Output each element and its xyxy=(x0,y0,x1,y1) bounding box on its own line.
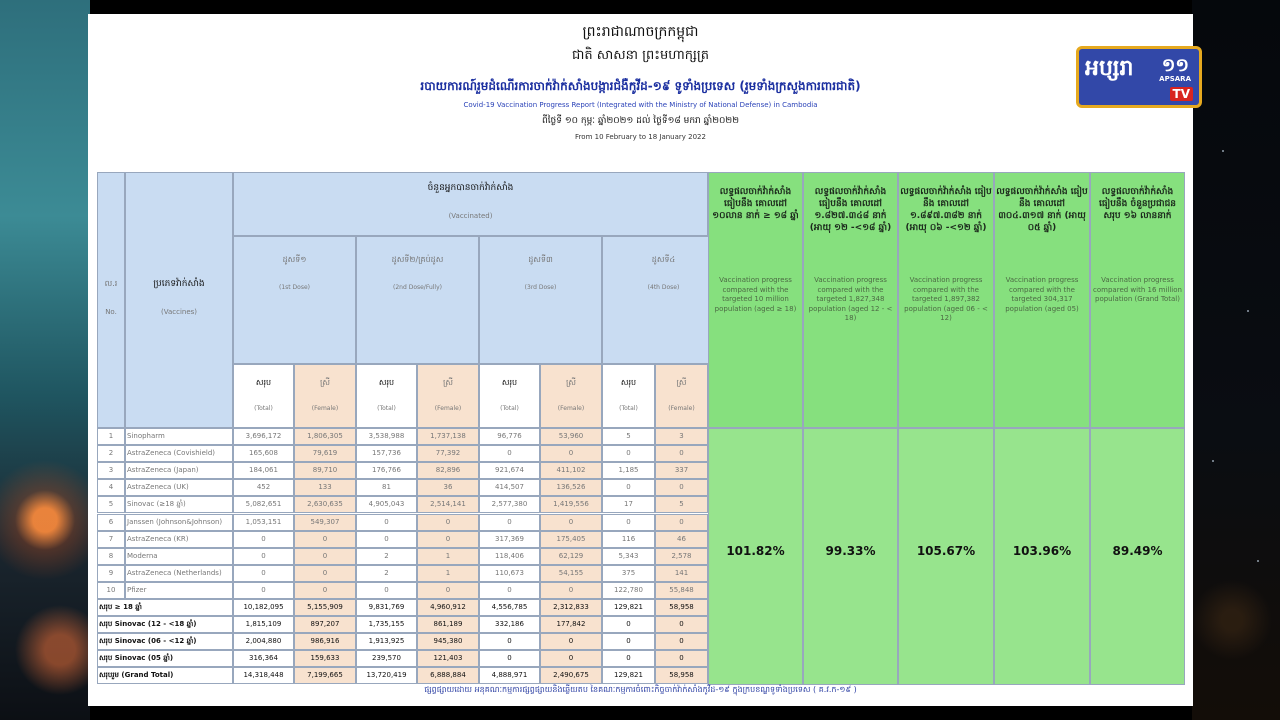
target-percent-4: 103.96% xyxy=(1012,544,1072,558)
row-value: 7,199,665 xyxy=(307,671,343,680)
row-value: 0 xyxy=(679,483,684,492)
row-value: 81 xyxy=(382,483,391,492)
row-vaccine-name: AstraZeneca (Netherlands) xyxy=(127,568,222,577)
dose-label-en-4: (4th Dose) xyxy=(647,284,680,291)
row-value: 0 xyxy=(679,449,684,458)
row-value: 62,129 xyxy=(558,551,584,560)
sub-kh-1: ស្រី xyxy=(320,378,330,387)
row-value: 1,419,556 xyxy=(553,500,589,509)
target-title-3: លទ្ធផលចាក់វ៉ាក់សាំង ធៀបនឹង គោលដៅ ១.៨៩៧.៣៨២ នាក់ (អាយុ ០៦ -<១២ ឆ្នាំ) xyxy=(900,187,992,233)
row-value: 4,960,912 xyxy=(430,603,466,611)
row-value: 82,896 xyxy=(435,466,461,475)
row-value: 4,888,971 xyxy=(491,671,528,680)
row-vaccine-name: សរុប Sinovac (12 - <18 ឆ្នាំ) xyxy=(99,620,197,629)
row-value: 54,155 xyxy=(558,568,584,577)
row-value: 2,577,380 xyxy=(491,500,528,509)
row-value: 0 xyxy=(679,654,684,663)
row-value: 337 xyxy=(674,466,689,475)
row-value: 2,578 xyxy=(671,551,692,560)
sub-en-3: (Female) xyxy=(434,405,462,412)
row-value: 0 xyxy=(384,534,389,543)
row-value: 0 xyxy=(507,585,512,594)
row-value: 0 xyxy=(507,449,512,458)
row-vaccine-name: Pfizer xyxy=(127,585,147,594)
kingdom-line: ព្រះរាជាណាចក្រកម្ពុជា xyxy=(582,24,699,40)
motto-line: ជាតិ សាសនា ព្រះមហាក្សត្រ xyxy=(572,48,709,63)
dose-label-en-2: (2nd Dose/Fully) xyxy=(393,284,442,291)
subheader-1 xyxy=(294,364,356,428)
row-value: 0 xyxy=(507,654,512,663)
footer-note: ផ្សព្វផ្សាយដោយ អនុគណៈកម្មការផ្សព្វផ្សាយនិងឆ្លើយតប នៃគណៈកម្មការចំពោះកិច្ចចាក់វ៉ាក់សាំងកូវីដ-១៩ ក្នុងក្របខណ្ឌទូទាំងប្រទេស ( គ.វ.ក-១៩ ) xyxy=(424,685,857,694)
row-value: 110,673 xyxy=(495,568,524,577)
row-value: 55,848 xyxy=(669,585,694,594)
row-value: 0 xyxy=(322,585,328,594)
row-number: 10 xyxy=(106,585,116,594)
row-value: 77,392 xyxy=(435,449,461,458)
row-value: 10,182,095 xyxy=(243,603,284,611)
row-value: 5,155,909 xyxy=(307,603,343,611)
target-desc-3: Vaccination progress compared with the targeted 1,897,382 population (aged 06 - < 12) xyxy=(904,276,988,322)
row-value: 5,343 xyxy=(618,551,639,560)
target-title-1: លទ្ធផលចាក់វ៉ាក់សាំង ធៀបនឹង គោលដៅ ១០លាន នាក់ ≥ ១៨ ឆ្នាំ xyxy=(712,187,799,221)
row-value: 0 xyxy=(384,517,389,526)
row-value: 0 xyxy=(626,449,631,458)
row-value: 175,405 xyxy=(556,534,586,543)
row-value: 0 xyxy=(445,517,451,526)
dose-label-kh-3: ដូសទី៣ xyxy=(528,255,553,264)
target-percent-3: 105.67% xyxy=(916,544,976,558)
left-background xyxy=(0,0,90,720)
row-value: 1,053,151 xyxy=(245,517,282,526)
subheader-2 xyxy=(356,364,417,428)
row-value: 0 xyxy=(261,585,266,594)
sub-kh-4: សរុប xyxy=(501,378,518,387)
row-value: 0 xyxy=(679,637,684,646)
row-value: 1,806,305 xyxy=(307,432,343,440)
row-value: 2 xyxy=(384,568,389,577)
row-value: 79,619 xyxy=(312,449,338,458)
vaccinated-label-kh: ចំនួនអ្នកបានចាក់វ៉ាក់សាំង xyxy=(427,183,514,193)
report-date-kh: ពីថ្ងៃទី ១០ កុម្ភៈ ឆ្នាំ២០២១ ដល់ ថ្ងៃទី១៨ មករា ឆ្នាំ២០២២ xyxy=(541,116,739,126)
row-number: 1 xyxy=(108,432,114,440)
row-value: 414,507 xyxy=(495,483,524,492)
vaccinated-label-en: (Vaccinated) xyxy=(448,212,493,220)
sub-kh-7: ស្រី xyxy=(676,378,687,387)
row-value: 0 xyxy=(445,585,451,594)
row-value: 0 xyxy=(626,620,631,629)
row-number: 3 xyxy=(108,466,114,475)
row-value: 2,312,833 xyxy=(553,603,589,611)
subheader-3 xyxy=(417,364,479,428)
row-value: 0 xyxy=(568,517,574,526)
dose-label-en-1: (1st Dose) xyxy=(279,284,310,291)
row-value: 861,189 xyxy=(433,620,463,629)
row-value: 0 xyxy=(445,534,451,543)
subheader-0 xyxy=(233,364,294,428)
row-value: 184,061 xyxy=(249,466,278,475)
row-value: 165,608 xyxy=(249,449,278,458)
row-value: 0 xyxy=(568,654,574,663)
row-vaccine-name: Sinovac (≥18 ឆ្នាំ) xyxy=(127,500,186,509)
sub-en-0: (Total) xyxy=(254,405,273,412)
row-value: 177,842 xyxy=(556,620,586,629)
subheader-5 xyxy=(540,364,602,428)
row-number: 8 xyxy=(108,551,114,560)
row-value: 14,318,448 xyxy=(243,671,284,680)
row-value: 0 xyxy=(626,483,631,492)
sub-en-6: (Total) xyxy=(619,405,638,412)
report-date-en: From 10 February to 18 January 2022 xyxy=(575,133,706,141)
target-desc-5: Vaccination progress compared with 16 million population (Grand Total) xyxy=(1093,276,1182,303)
row-value: 13,720,419 xyxy=(366,671,407,680)
row-value: 0 xyxy=(322,551,328,560)
row-value: 316,364 xyxy=(249,654,278,663)
row-number: 5 xyxy=(108,500,114,509)
row-value: 0 xyxy=(568,449,574,458)
row-value: 411,102 xyxy=(556,466,586,475)
row-value: 0 xyxy=(679,620,684,629)
subheader-6 xyxy=(602,364,655,428)
row-value: 5 xyxy=(626,432,631,440)
row-vaccine-name: Moderna xyxy=(127,551,158,560)
row-value: 5 xyxy=(679,500,684,509)
vaccine-header xyxy=(125,172,233,428)
report-title-en: Covid-19 Vaccination Progress Report (Integrated with the Ministry of National Defense) in Cambodia xyxy=(463,101,818,109)
sub-en-5: (Female) xyxy=(557,405,585,412)
row-number: 9 xyxy=(108,568,114,577)
subheader-4 xyxy=(479,364,540,428)
row-vaccine-name: សរុបរួម (Grand Total) xyxy=(99,671,174,680)
row-value: 1,815,109 xyxy=(245,620,282,629)
target-percent-5: 89.49% xyxy=(1112,544,1163,558)
row-value: 4,556,785 xyxy=(491,603,528,611)
sub-kh-2: សរុប xyxy=(378,378,395,387)
row-vaccine-name: សរុប ≥ 18 ឆ្នាំ xyxy=(99,603,142,611)
row-value: 0 xyxy=(626,517,631,526)
sub-kh-5: ស្រី xyxy=(566,378,576,387)
row-value: 1,735,155 xyxy=(368,620,405,629)
row-value: 452 xyxy=(256,483,271,492)
row-value: 0 xyxy=(261,568,266,577)
row-number: 2 xyxy=(108,449,114,458)
report-title-kh: របាយការណ៍រួមដំណើរការចាក់វ៉ាក់សាំងបង្ការជំងឺកូវីដ-១៩ ទូទាំងប្រទេស (រួមទាំងក្រសួងការពារជាតិ) xyxy=(420,79,861,93)
row-value: 5,082,651 xyxy=(245,500,282,509)
row-value: 0 xyxy=(568,637,574,646)
row-value: 129,821 xyxy=(614,603,643,611)
row-value: 945,380 xyxy=(433,637,463,646)
row-value: 58,958 xyxy=(669,671,694,680)
no-label-en: No. xyxy=(105,308,117,316)
row-vaccine-name: Janssen (Johnson&Johnson) xyxy=(127,517,223,526)
row-vaccine-name: AstraZeneca (KR) xyxy=(127,534,189,543)
row-vaccine-name: AstraZeneca (Covishield) xyxy=(127,449,215,458)
row-value: 239,570 xyxy=(372,654,401,663)
row-value: 0 xyxy=(679,517,684,526)
row-value: 96,776 xyxy=(497,432,522,440)
row-value: 986,916 xyxy=(310,637,340,646)
target-title-4: លទ្ធផលចាក់វ៉ាក់សាំង ធៀបនឹង គោលដៅ ៣០៤.៣១៧ នាក់ (អាយុ ០៥ ឆ្នាំ) xyxy=(996,187,1088,233)
report-sheet xyxy=(88,14,1193,706)
target-desc-1: Vaccination progress compared with the targeted 10 million population (aged ≥ 18) xyxy=(714,276,797,313)
row-value: 2,630,635 xyxy=(307,500,343,509)
row-value: 0 xyxy=(568,585,574,594)
logo-apsara: APSARA xyxy=(1159,75,1191,83)
row-value: 317,369 xyxy=(495,534,524,543)
row-vaccine-name: AstraZeneca (UK) xyxy=(127,483,189,492)
row-value: 116 xyxy=(621,534,636,543)
target-title-2: លទ្ធផលចាក់វ៉ាក់សាំង ធៀបនឹង គោលដៅ ១.៨២៧.៣៤៨ នាក់ (អាយុ ១២ -<១៨ ឆ្នាំ) xyxy=(809,187,892,233)
row-value: 122,780 xyxy=(614,585,643,594)
dose-label-kh-1: ដូសទី១ xyxy=(282,255,307,264)
row-value: 129,821 xyxy=(614,671,643,680)
row-value: 121,403 xyxy=(433,654,463,663)
row-value: 1,737,138 xyxy=(430,432,466,440)
row-value: 3,538,988 xyxy=(368,432,405,440)
row-value: 53,960 xyxy=(558,432,584,440)
target-title-5: លទ្ធផលចាក់វ៉ាក់សាំង ធៀបនឹង ចំនួនប្រជាជន សរុប ១៦ លាននាក់ xyxy=(1098,187,1177,221)
row-value: 157,736 xyxy=(372,449,401,458)
sub-kh-3: ស្រី xyxy=(443,378,453,387)
row-vaccine-name: AstraZeneca (Japan) xyxy=(127,466,199,475)
row-number: 4 xyxy=(108,483,114,492)
subheader-7 xyxy=(655,364,708,428)
row-value: 2,004,880 xyxy=(245,637,282,646)
apsara-tv-logo xyxy=(1076,46,1202,108)
row-value: 0 xyxy=(322,534,328,543)
row-value: 375 xyxy=(621,568,636,577)
dose-label-en-3: (3rd Dose) xyxy=(524,284,557,291)
row-number: 7 xyxy=(108,534,114,543)
row-value: 176,766 xyxy=(372,466,401,475)
sub-en-7: (Female) xyxy=(668,405,695,412)
logo-number: ១១ xyxy=(1161,55,1189,76)
row-value: 4,905,043 xyxy=(368,500,405,509)
target-percent-2: 99.33% xyxy=(825,544,876,558)
row-vaccine-name: Sinopharm xyxy=(127,432,165,440)
row-value: 0 xyxy=(322,568,328,577)
row-value: 2 xyxy=(384,551,389,560)
row-value: 2,514,141 xyxy=(430,500,466,509)
row-value: 897,207 xyxy=(310,620,340,629)
dose-label-kh-2: ដូសទី២/គ្រប់ដូស xyxy=(391,255,444,264)
row-value: 0 xyxy=(507,637,512,646)
row-value: 89,710 xyxy=(312,466,338,475)
row-value: 1 xyxy=(445,551,451,560)
row-value: 141 xyxy=(674,568,689,577)
row-value: 0 xyxy=(507,517,512,526)
row-value: 1 xyxy=(445,568,451,577)
target-desc-2: Vaccination progress compared with the targeted 1,827,348 population (aged 12 - < 18) xyxy=(808,276,893,322)
row-value: 159,633 xyxy=(310,654,340,663)
dose-label-kh-4: ដូសទី៤ xyxy=(651,255,676,264)
vaccine-label-kh: ប្រភេទវ៉ាក់សាំង xyxy=(153,279,205,289)
row-value: 133 xyxy=(318,483,332,492)
row-value: 58,958 xyxy=(669,603,694,611)
row-value: 3 xyxy=(679,432,684,440)
row-value: 332,186 xyxy=(495,620,524,629)
row-value: 0 xyxy=(261,551,266,560)
row-value: 549,307 xyxy=(310,517,340,526)
row-value: 921,674 xyxy=(495,466,524,475)
row-value: 9,831,769 xyxy=(368,603,405,611)
row-value: 0 xyxy=(626,637,631,646)
sub-kh-0: សរុប xyxy=(255,378,272,387)
row-vaccine-name: សរុប Sinovac (05 ឆ្នាំ) xyxy=(99,654,174,663)
row-value: 1,913,925 xyxy=(368,637,405,646)
row-value: 2,490,675 xyxy=(553,671,589,680)
row-value: 0 xyxy=(384,585,389,594)
logo-khmer-text: អប្សរា xyxy=(1085,56,1134,81)
row-value: 3,696,172 xyxy=(245,432,282,440)
no-header xyxy=(97,172,125,428)
row-value: 46 xyxy=(677,534,686,543)
row-value: 1,185 xyxy=(618,466,639,475)
row-value: 17 xyxy=(624,500,633,509)
sub-en-1: (Female) xyxy=(311,405,339,412)
row-value: 6,888,884 xyxy=(430,671,466,680)
no-label-kh: ល.រ xyxy=(104,279,118,288)
row-value: 118,406 xyxy=(495,551,524,560)
vaccine-label-en: (Vaccines) xyxy=(160,308,198,316)
row-number: 6 xyxy=(108,517,114,526)
row-value: 36 xyxy=(443,483,453,492)
sub-en-2: (Total) xyxy=(377,405,396,412)
sub-en-4: (Total) xyxy=(500,405,519,412)
row-value: 136,526 xyxy=(556,483,586,492)
right-background xyxy=(1192,0,1280,720)
sub-kh-6: សរុប xyxy=(620,378,637,387)
target-desc-4: Vaccination progress compared with the targeted 304,317 population (aged 05) xyxy=(1005,276,1079,313)
logo-tv: TV xyxy=(1170,87,1193,101)
row-value: 0 xyxy=(626,654,631,663)
row-value: 0 xyxy=(261,534,266,543)
row-vaccine-name: សរុប Sinovac (06 - <12 ឆ្នាំ) xyxy=(99,637,197,646)
target-percent-1: 101.82% xyxy=(726,544,785,558)
